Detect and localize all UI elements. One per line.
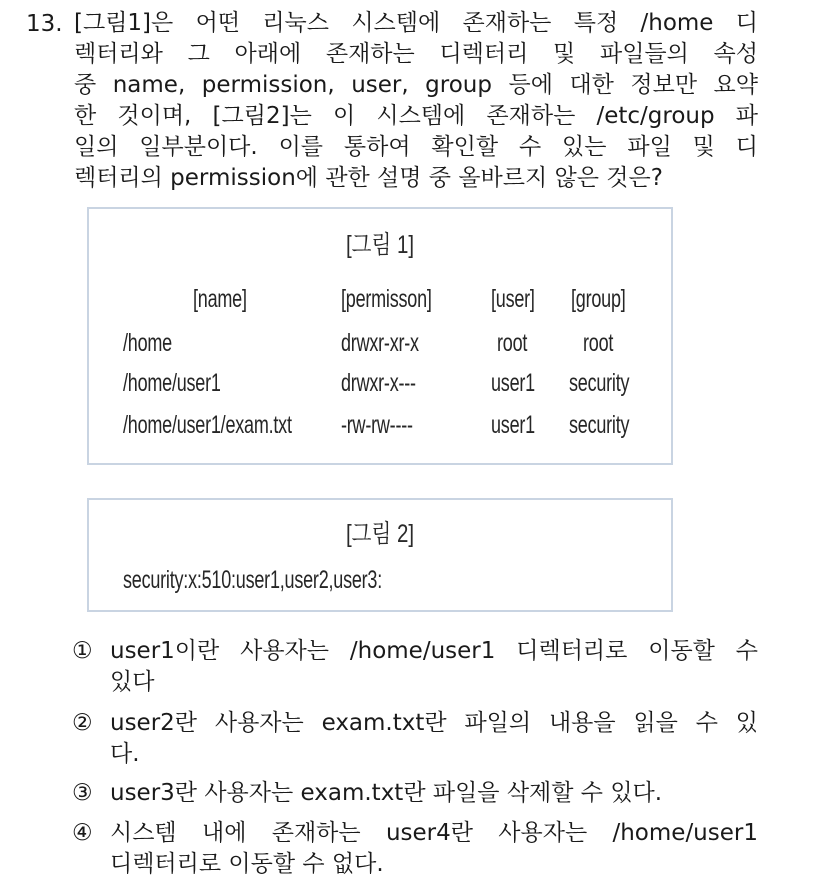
row-user: user1 [491, 369, 535, 397]
header-group: [group] [571, 285, 626, 313]
row-user: root [497, 329, 528, 357]
header-name: [name] [193, 285, 247, 313]
question-number: 13. [26, 11, 63, 37]
choice-2-mark: ② [72, 710, 93, 736]
choice-2-line-2: 다. [110, 741, 140, 767]
question-line: 일의 일부분이다. 이를 통하여 확인할 수 있는 파일 및 디 [74, 134, 758, 160]
question-stem [74, 8, 758, 194]
row-permission: -rw-rw---- [341, 411, 413, 439]
row-group: security [569, 369, 630, 397]
question-line: [그림1]은 어떤 리눅스 시스템에 존재하는 특정 /home 디 [74, 10, 758, 36]
header-permission: [permisson] [341, 285, 432, 313]
question-line: 렉터리의 permission에 관한 설명 중 올바르지 않은 것은? [74, 165, 663, 191]
question-line: 렉터리와 그 아래에 존재하는 디렉터리 및 파일들의 속성 [74, 41, 758, 67]
figure-2-title: [그림 2] [345, 520, 415, 548]
choice-1-line-1: user1이란 사용자는 /home/user1 디렉터리로 이동할 수 [110, 638, 758, 664]
choice-1-line-2: 있다 [110, 669, 155, 695]
choice-4-mark: ④ [72, 820, 93, 846]
row-permission: drwxr-x--- [341, 369, 416, 397]
question-line: 중 name, permission, user, group 등에 대한 정보만 요약 [74, 72, 758, 98]
figure-1-title: [그림 1] [345, 231, 415, 259]
row-name: /home/user1 [123, 369, 221, 397]
choice-3-line-1: user3란 사용자는 exam.txt란 파일을 삭제할 수 있다. [110, 780, 663, 806]
choice-4-line-1: 시스템 내에 존재하는 user4란 사용자는 /home/user1 [110, 820, 758, 846]
row-group: root [583, 329, 614, 357]
choice-3-mark: ③ [72, 780, 93, 806]
choice-2-line-1: user2란 사용자는 exam.txt란 파일의 내용을 읽을 수 있 [110, 710, 758, 736]
header-user: [user] [491, 285, 535, 313]
figure-1 [87, 207, 673, 465]
row-name: /home/user1/exam.txt [123, 411, 292, 439]
row-group: security [569, 411, 630, 439]
group-file-line: security:x:510:user1,user2,user3: [123, 566, 383, 594]
question-line: 한 것이며, [그림2]는 이 시스템에 존재하는 /etc/group 파 [74, 103, 758, 129]
row-user: user1 [491, 411, 535, 439]
row-permission: drwxr-xr-x [341, 329, 419, 357]
choice-1-mark: ① [72, 638, 93, 664]
row-name: /home [123, 329, 172, 357]
figure-2 [87, 498, 673, 612]
choice-4-line-2: 디렉터리로 이동할 수 없다. [110, 851, 384, 877]
